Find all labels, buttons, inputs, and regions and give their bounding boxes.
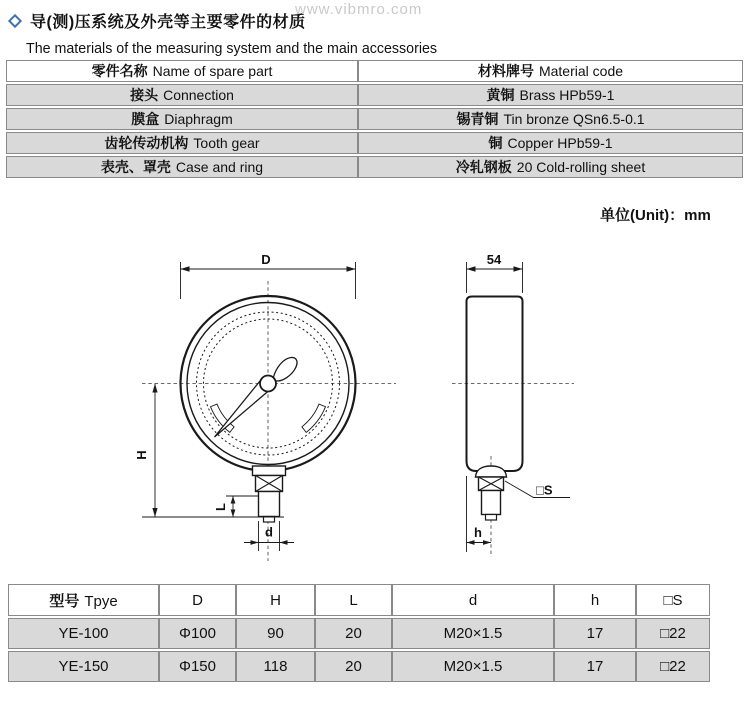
material-cell: 锡青铜 Tin bronze QSn6.5-0.1 [358, 108, 743, 130]
dimension-d [244, 521, 294, 551]
connection-neck [253, 466, 286, 476]
diamond-bullet-icon [8, 13, 22, 27]
value-cell: 90 [236, 618, 315, 649]
thread-stem-side [482, 491, 501, 515]
value-cell: Φ150 [159, 651, 236, 682]
dimension-54 [467, 252, 523, 293]
page-subtitle: The materials of the measuring system and the main accessories [26, 40, 438, 57]
part-cell: 齿轮传动机构 Tooth gear [6, 132, 358, 154]
table-row [6, 132, 743, 154]
material-cell: 冷轧钢板 20 Cold-rolling sheet [358, 156, 743, 178]
dimensions-table [8, 582, 710, 684]
table-row [6, 156, 743, 178]
dimension-label-54: 54 [486, 252, 502, 267]
value-cell: 20 [315, 651, 392, 682]
table-row [6, 84, 743, 106]
value-cell: □22 [636, 618, 710, 649]
unit-note: 单位(Unit)：mm [600, 207, 711, 224]
connection-dome-side [476, 466, 507, 477]
value-cell: M20×1.5 [392, 651, 554, 682]
page-title: 导(测)压系统及外壳等主要零件的材质 [30, 14, 306, 31]
materials-table [6, 58, 743, 180]
model-cell: YE-100 [8, 618, 159, 649]
callout-square-S [505, 481, 570, 498]
dimension-label-h: h [474, 525, 482, 540]
thread-stem-front [259, 492, 280, 517]
value-cell: 20 [315, 618, 392, 649]
dims-header-model: 型号 Tpye [8, 584, 159, 616]
value-cell: □22 [636, 651, 710, 682]
dims-header-D: D [159, 584, 236, 616]
part-cell: 接头 Connection [6, 84, 358, 106]
value-cell: 17 [554, 618, 636, 649]
model-cell: YE-150 [8, 651, 159, 682]
value-cell: M20×1.5 [392, 618, 554, 649]
dimension-D [181, 252, 356, 299]
value-cell: 118 [236, 651, 315, 682]
value-cell: 17 [554, 651, 636, 682]
material-cell: 铜 Copper HPb59-1 [358, 132, 743, 154]
dimension-label-d: d [265, 524, 273, 540]
dims-header-S: □S [636, 584, 710, 616]
value-cell: Φ100 [159, 618, 236, 649]
dimensions-header-row [8, 584, 710, 616]
part-cell: 膜盒 Diaphragm [6, 108, 358, 130]
table-row [8, 651, 710, 682]
materials-header-code: 材料牌号 Material code [358, 60, 743, 82]
materials-header-row [6, 60, 743, 82]
gauge-technical-drawing [0, 240, 750, 570]
materials-header-part: 零件名称 Name of spare part [6, 60, 358, 82]
dims-header-H: H [236, 584, 315, 616]
dimension-label-L: L [213, 503, 228, 511]
dims-header-L: L [315, 584, 392, 616]
table-row [6, 108, 743, 130]
pointer-counterweight [273, 357, 297, 381]
part-cell: 表壳、罩壳 Case and ring [6, 156, 358, 178]
dims-header-h: h [554, 584, 636, 616]
pointer-hub [260, 376, 276, 392]
dimension-label-H: H [134, 450, 149, 460]
stem-tip-side [486, 515, 497, 521]
table-row [8, 618, 710, 649]
dimension-L [213, 496, 258, 517]
material-cell: 黄铜 Brass HPb59-1 [358, 84, 743, 106]
dimension-label-square-S: □S [536, 482, 553, 498]
dimension-label-D: D [261, 252, 271, 267]
watermark: www.vibmro.com [295, 1, 423, 18]
dims-header-d: d [392, 584, 554, 616]
